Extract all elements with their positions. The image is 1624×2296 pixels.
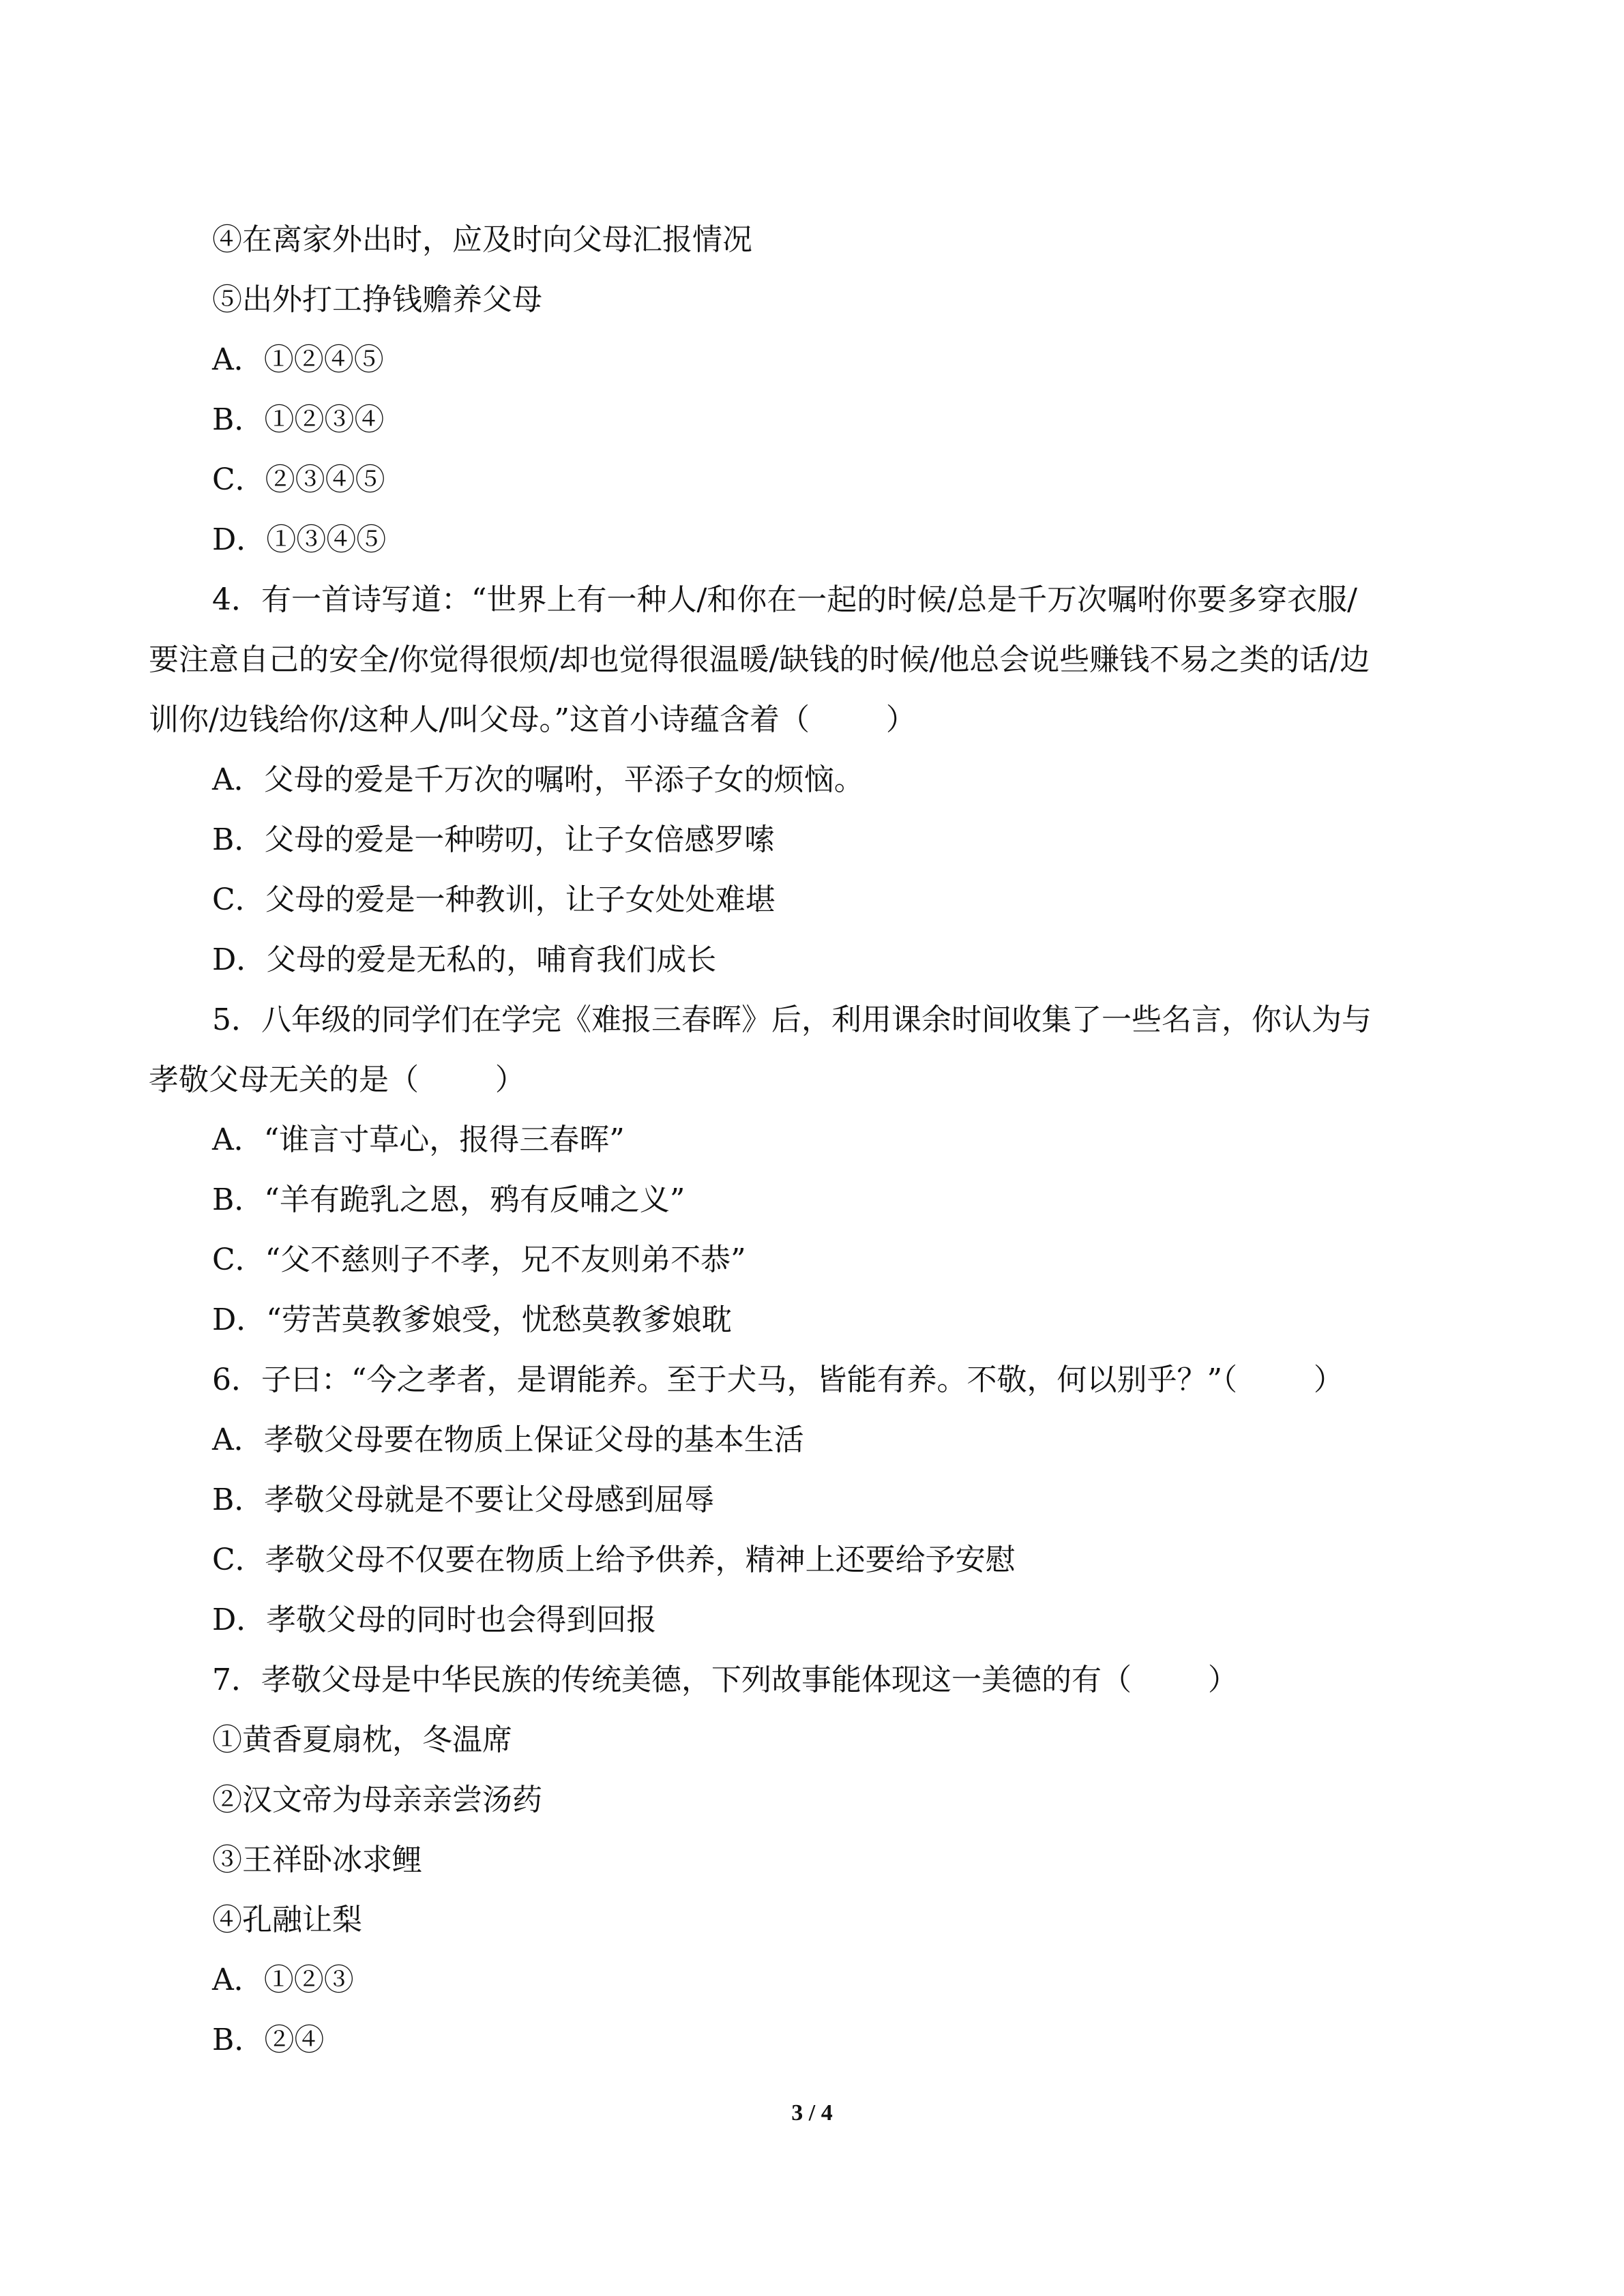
q7-statement-1: ①黄香夏扇枕，冬温席 bbox=[212, 1723, 512, 1757]
q6-stem: 6．子曰：“今之孝者，是谓能养。至于犬马，皆能有养。不敬，何以别乎？”（ ） bbox=[212, 1362, 1344, 1397]
q4-option-d: D．父母的爱是无私的，哺育我们成长 bbox=[212, 942, 717, 977]
q7-option-b: B．②④ bbox=[212, 2023, 325, 2057]
q7-statement-2: ②汉文帝为母亲亲尝汤药 bbox=[212, 1783, 542, 1817]
q4-option-c: C．父母的爱是一种教训，让子女处处难堪 bbox=[212, 882, 776, 917]
q6-option-d: D．孝敬父母的同时也会得到回报 bbox=[212, 1602, 657, 1637]
q4-option-a: A．父母的爱是千万次的嘱咐，平添子女的烦恼。 bbox=[212, 762, 864, 797]
q3-statement-4: ④在离家外出时，应及时向父母汇报情况 bbox=[212, 222, 752, 257]
q7-option-a: A．①②③ bbox=[212, 1963, 354, 1997]
q5-option-d: D．“劳苦莫教爹娘受，忧愁莫教爹娘耽 bbox=[212, 1302, 732, 1337]
q5-option-a: A．“谁言寸草心，报得三春晖” bbox=[212, 1122, 625, 1157]
q5-stem-line-1: 5．八年级的同学们在学完《难报三春晖》后，利用课余时间收集了一些名言，你认为与 bbox=[212, 1002, 1372, 1037]
q4-stem-line-2: 要注意自己的安全/你觉得很烦/却也觉得很温暖/缺钱的时候/他总会说些赚钱不易之类的话/边 bbox=[149, 642, 1370, 677]
q6-option-a: A．孝敬父母要在物质上保证父母的基本生活 bbox=[212, 1422, 804, 1457]
q3-option-a: A．①②④⑤ bbox=[212, 342, 384, 377]
q5-stem-line-2: 孝敬父母无关的是（ ） bbox=[149, 1062, 525, 1097]
q3-option-d: D．①③④⑤ bbox=[212, 522, 387, 557]
q3-option-b: B．①②③④ bbox=[212, 402, 385, 437]
q7-statement-3: ③王祥卧冰求鲤 bbox=[212, 1843, 422, 1877]
q3-statement-5: ⑤出外打工挣钱赡养父母 bbox=[212, 282, 542, 317]
q5-option-b: B．“羊有跪乳之恩，鸦有反哺之义” bbox=[212, 1182, 685, 1217]
q7-stem: 7．孝敬父母是中华民族的传统美德，下列故事能体现这一美德的有（ ） bbox=[212, 1663, 1238, 1697]
q3-option-c: C．②③④⑤ bbox=[212, 462, 385, 497]
page-number: 3 / 4 bbox=[791, 2100, 833, 2126]
q5-option-c: C．“父不慈则子不孝，兄不友则弟不恭” bbox=[212, 1242, 746, 1277]
q4-stem-line-1: 4．有一首诗写道：“世界上有一种人/和你在一起的时候/总是千万次嘱咐你要多穿衣服/ bbox=[212, 582, 1357, 617]
q6-option-b: B．孝敬父母就是不要让父母感到屈辱 bbox=[212, 1482, 715, 1517]
question-content bbox=[149, 210, 1475, 2070]
q4-stem-line-3: 训你/边钱给你/这种人/叫父母。”这首小诗蕴含着（ ） bbox=[149, 702, 916, 737]
q6-option-c: C．孝敬父母不仅要在物质上给予供养，精神上还要给予安慰 bbox=[212, 1542, 1016, 1577]
q7-statement-4: ④孔融让梨 bbox=[212, 1903, 362, 1937]
q4-option-b: B．父母的爱是一种唠叨，让子女倍感罗嗦 bbox=[212, 822, 775, 857]
